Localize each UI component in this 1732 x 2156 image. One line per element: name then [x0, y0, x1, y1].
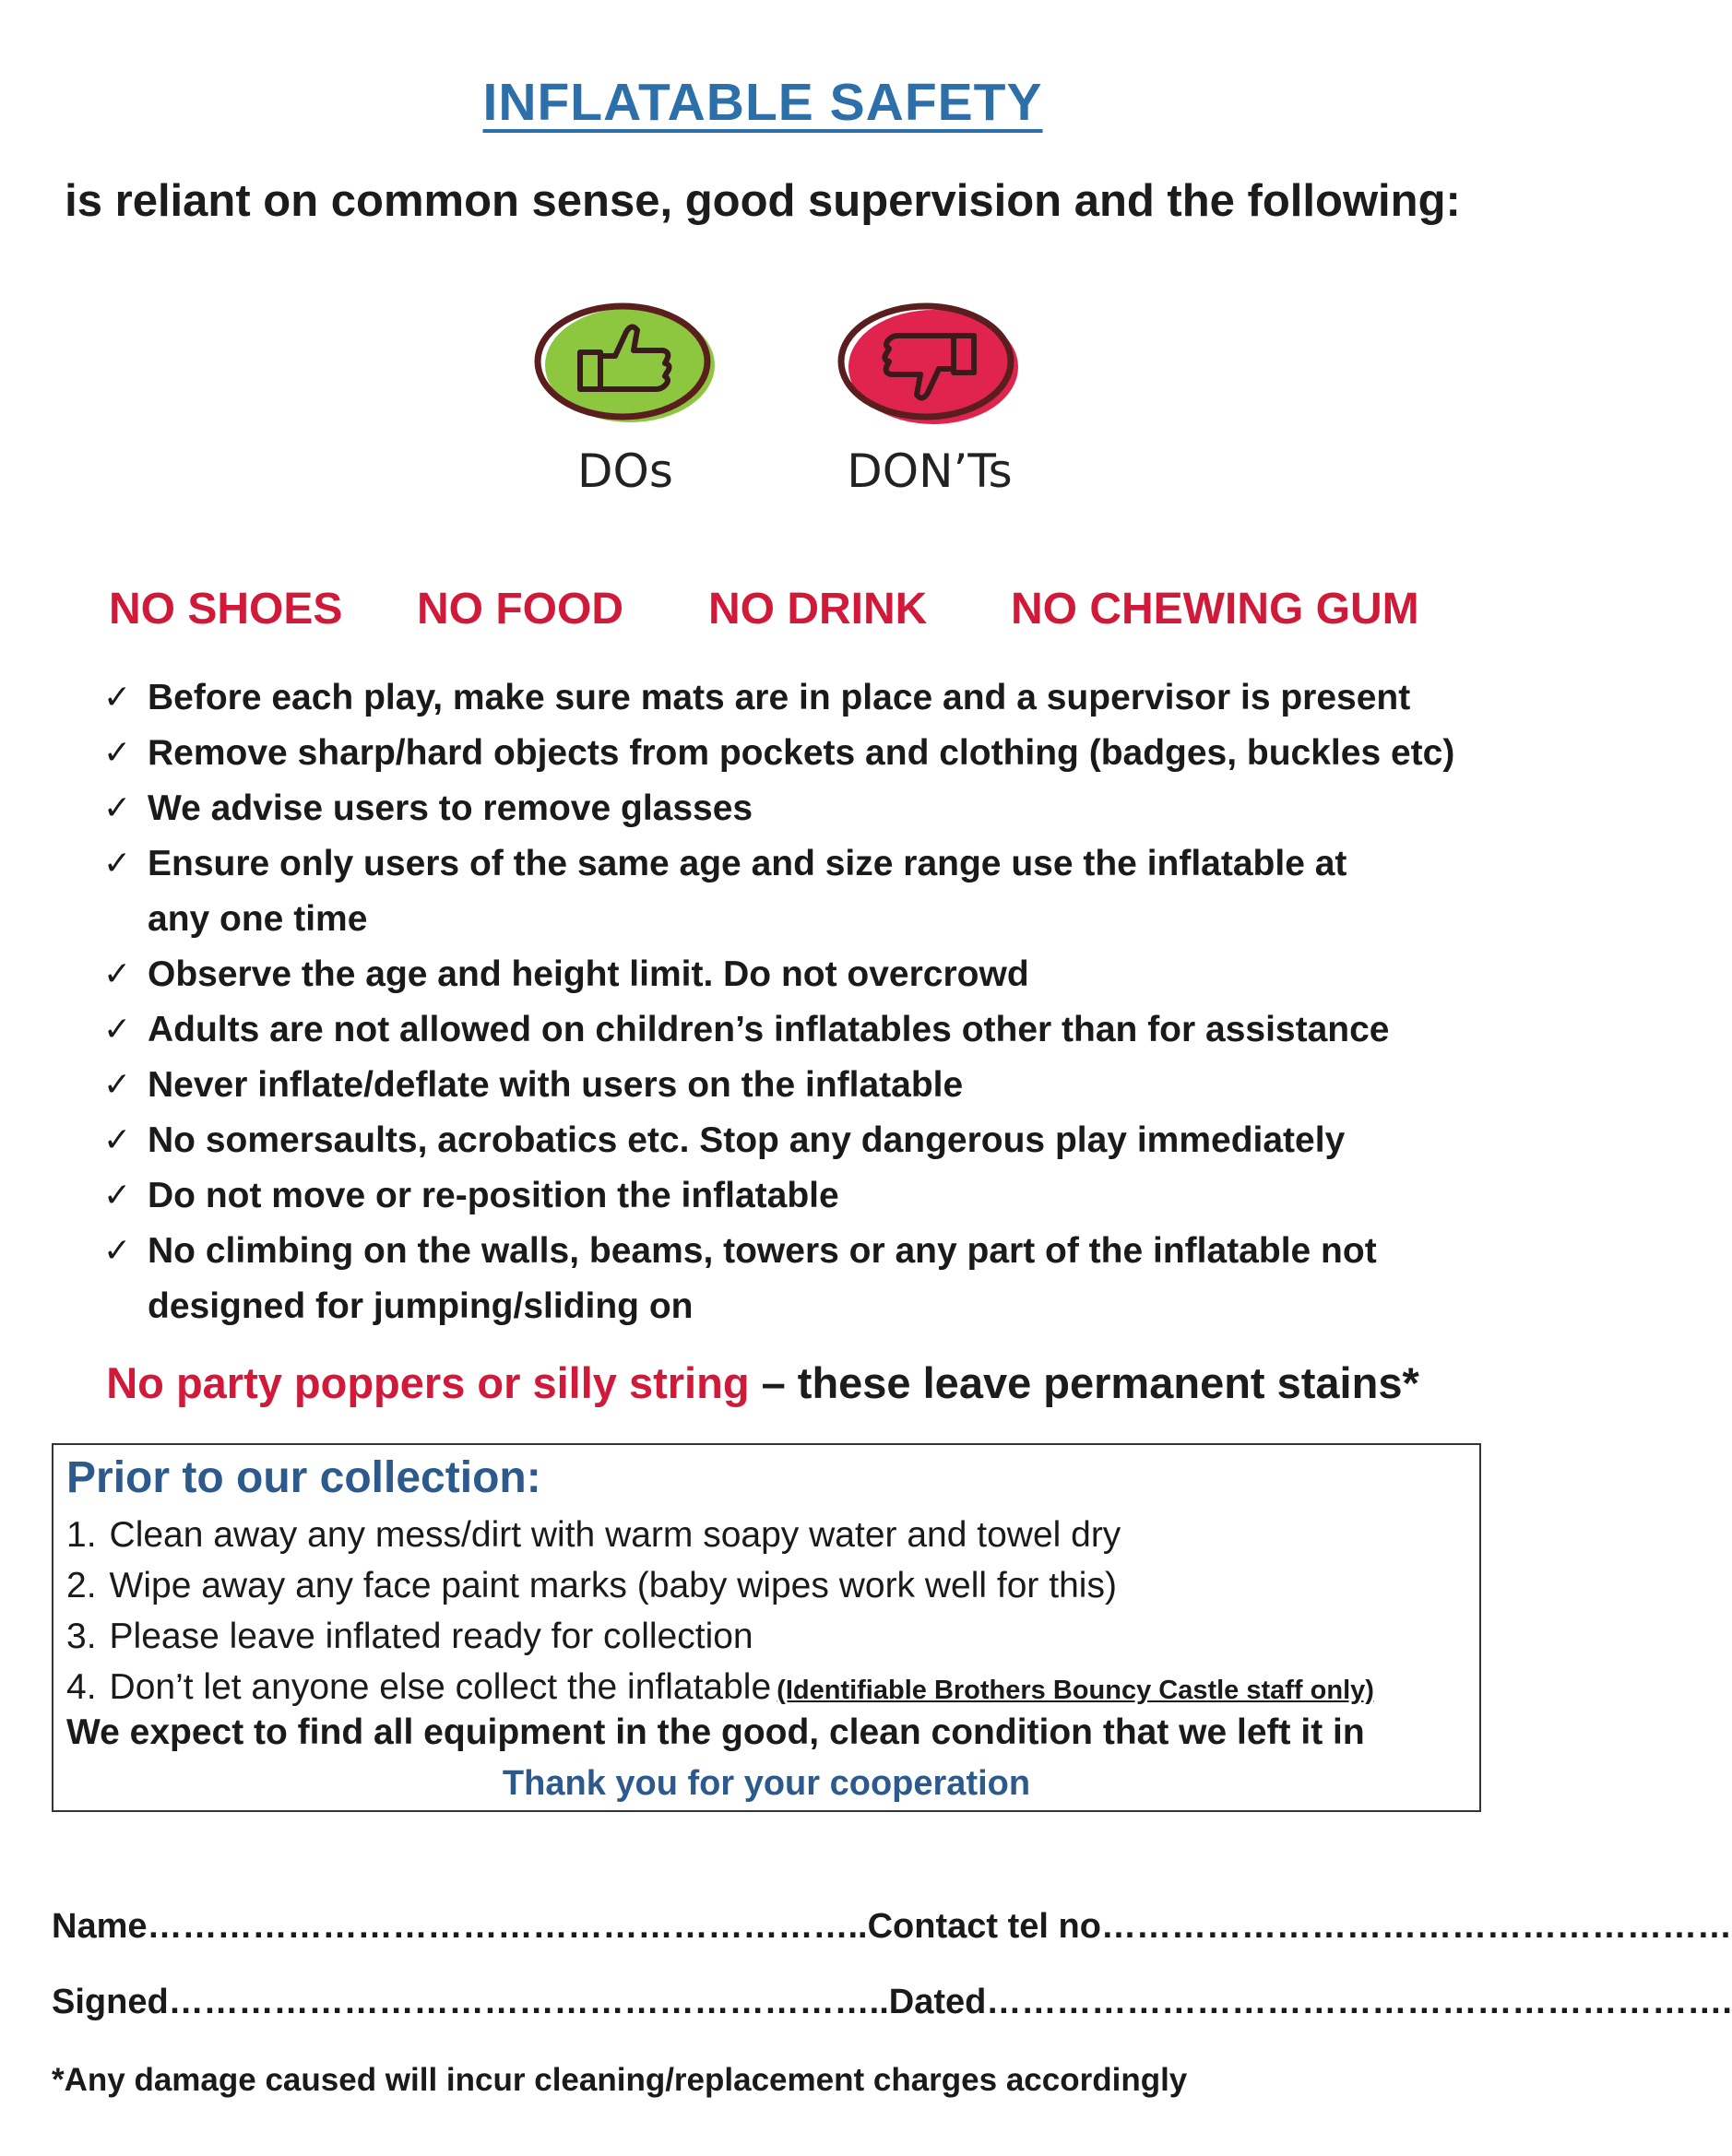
signed-dated-line: Signed……………………………………………………..Dated………………………………………………………. — [52, 1983, 1732, 2021]
dos-label: DOs — [577, 444, 673, 498]
list-item: ✓ Observe the age and height limit. Do not overcrowd — [103, 947, 1468, 1002]
collection-box — [52, 1443, 1481, 1812]
list-item: 4. Don’t let anyone else collect the inflatable (Identifiable Brothers Bouncy Castle staff only) — [66, 1667, 1374, 1707]
donts-label: DON’Ts — [847, 444, 1013, 498]
check-icon: ✓ — [103, 845, 132, 883]
rule-no-drink: NO DRINK — [708, 585, 928, 634]
check-icon: ✓ — [103, 734, 132, 772]
warning-rest: – these leave permanent stains* — [749, 1358, 1419, 1407]
list-item: ✓ We advise users to remove glasses — [103, 781, 1468, 836]
staff-only-note: (Identifiable Brothers Bouncy Castle staff only) — [777, 1676, 1374, 1705]
expectation-text: We expect to find all equipment in the good, clean condition that we left it in — [66, 1712, 1365, 1752]
rule-no-chewing-gum: NO CHEWING GUM — [1011, 585, 1419, 634]
collection-steps — [66, 1510, 1374, 1716]
rule-no-shoes: NO SHOES — [109, 585, 343, 634]
warning-highlight: No party poppers or silly string — [106, 1358, 750, 1407]
check-icon: ✓ — [103, 1232, 132, 1270]
check-icon: ✓ — [103, 1177, 132, 1214]
list-item: ✓ Do not move or re-position the inflatable — [103, 1168, 1468, 1224]
stain-warning — [0, 1357, 1525, 1408]
thank-you-text: Thank you for your cooperation — [502, 1764, 1031, 1803]
thumbs-up-icon — [530, 295, 724, 433]
list-item: 3. Please leave inflated ready for collection — [66, 1617, 753, 1656]
check-icon: ✓ — [103, 1121, 132, 1159]
list-item: ✓ No somersaults, acrobatics etc. Stop any dangerous play immediately — [103, 1113, 1468, 1168]
list-item: 2. Wipe away any face paint marks (baby wipes work well for this) — [66, 1566, 1117, 1605]
list-item: ✓ Remove sharp/hard objects from pockets and clothing (badges, buckles etc) — [103, 726, 1468, 781]
name-contact-line: Name……………………………………………………..Contact tel no……………………………………………… — [52, 1907, 1732, 1946]
check-icon: ✓ — [103, 1011, 132, 1048]
list-item: ✓ Never inflate/deflate with users on the inflatable — [103, 1058, 1468, 1113]
check-icon: ✓ — [103, 955, 132, 993]
list-item: 1. Clean away any mess/dirt with warm soapy water and towel dry — [66, 1515, 1121, 1555]
title-text: INFLATABLE SAFETY — [482, 73, 1043, 132]
thumbs-down-icon — [830, 295, 1024, 433]
list-item: ✓ Ensure only users of the same age and size range use the inflatable at any one time — [103, 836, 1468, 947]
list-item: ✓ No climbing on the walls, beams, towers or any part of the inflatable not designed for jumping/sliding on — [103, 1224, 1468, 1334]
rule-no-food: NO FOOD — [417, 585, 623, 634]
rules-row — [0, 584, 1525, 639]
safety-checklist — [103, 670, 1468, 1334]
check-icon: ✓ — [103, 789, 132, 827]
damage-footnote: *Any damage caused will incur cleaning/replacement charges accordingly — [52, 2062, 1188, 2098]
page-title — [0, 72, 1525, 133]
check-icon: ✓ — [103, 1066, 132, 1104]
subtitle: is reliant on common sense, good supervision and the following: — [65, 176, 1461, 226]
list-item: ✓ Adults are not allowed on children’s inflatables other than for assistance — [103, 1002, 1468, 1058]
check-icon: ✓ — [103, 679, 132, 717]
list-item: ✓ Before each play, make sure mats are in place and a supervisor is present — [103, 670, 1468, 726]
collection-title: Prior to our collection: — [66, 1453, 541, 1502]
